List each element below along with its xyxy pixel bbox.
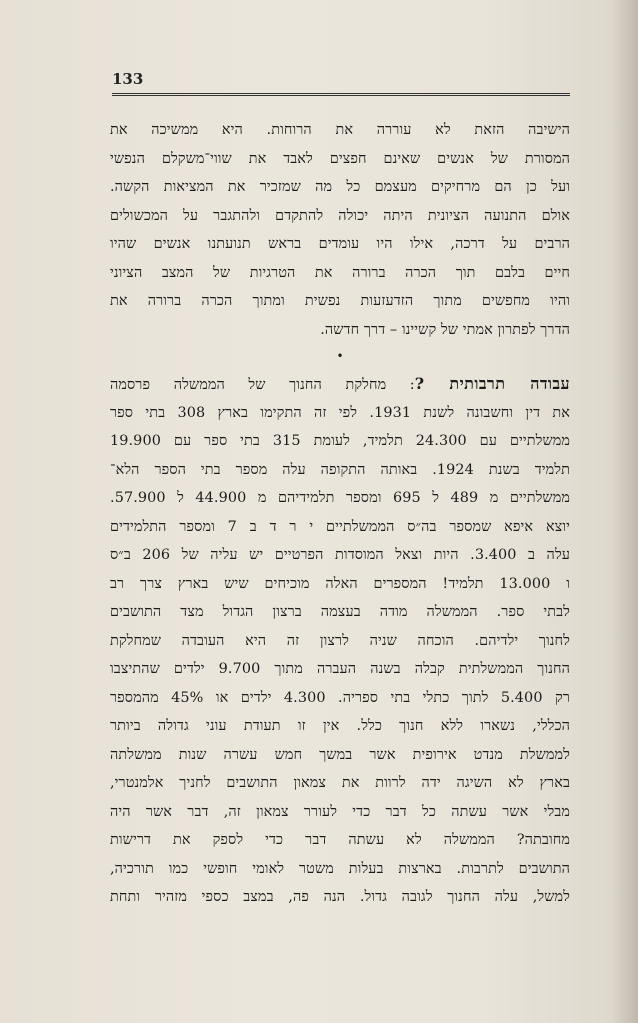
text-line: עלה ב 3.400. היות וצאל המוסדות הפרטיים יש עליה של 206 ב״ס [110,547,570,563]
section-separator: • [336,349,344,363]
text-line: תלמיד בשנת 1924. באותה התקופה עלה מספר בתי הספר הלא־ [110,461,570,478]
section-heading: עבודה תרבותית ? [414,374,570,393]
text-line: לחנוך ילדיהם. הוכחה שניה לרצון זה היא העובדה שמחלקת [110,632,570,649]
text-line: התושבים לתרבות. בארצות בעלות משטר לאומי חופשי כמו תורכיה, [110,860,570,877]
text-line: הדרך לפתרון אמתי של קשיינו – דרך חדשה. [320,321,570,338]
section-first-line-text: : מחלקת החנוך של הממשלה פרסמה [110,377,415,393]
paragraph-two [110,370,570,912]
text-line: החנוך הממשלתית קבלה בשנה העברה מתוך 9.700 ילדים שהתיצבו [110,661,570,677]
text-line: בארץ לא השיגה ידה לרוות את צמאון התושבים לחניך אלמנטרי, [110,775,570,791]
text-line: ממשלתיים מ 489 ל 695 ומספר תלמידיהם מ 44.900 ל 57.900. [110,490,570,506]
body-text [110,116,570,912]
text-line: ממשלתיים עם 24.300 תלמיד, לעומת 315 בתי ספר עם 19.900 [110,433,570,449]
text-line: חיים בלבם תוך הכרה ברורה את הטרגיות של המצב הציוני [110,264,570,281]
text-line: לממשלת מנדט אירופית אשר במשך חמש עשרה שנות ממשלתה [110,746,570,763]
header-rule [112,93,570,96]
text-line: המסורת של אנשים שאינם חפצים לאבד את שווי־משקלם הנפשי [110,150,570,167]
section-first-line [110,370,570,399]
text-line: את דין וחשבונה לשנת 1931. לפי זה התקימו בארץ 308 בתי ספר [110,404,570,421]
text-line: מחובתה? הממשלה לא עשתה דבר כדי לספק את דרישות [110,832,570,848]
text-line: לבתי ספר. הממשלה מודה בעצמה ברצון הגדול מצד התושבים [110,604,570,620]
text-line: והיו מחפשים מתוך הזדעזעות נפשית ומתוך הכרה ברורה את [110,293,570,309]
page-edge-shadow [610,0,638,1023]
text-line: אולם התנועה הציונית היתה יכולה להתקדם ולהתגבר על המכשולים [110,207,570,224]
text-line: הכללי, נשארו ללא חנוך כלל. אין זו תעודת עוני גדולה ביותר [110,718,570,734]
page-number: 133 [112,70,144,88]
text-line: רק 5.400 לתוך כתלי בתי ספריה. 4.300 ילדים או 45% מהמספר [110,689,570,706]
text-line: הישיבה הזאת לא עוררה את הרוחות. היא ממשיכה את [110,122,570,138]
text-line: יוצא איפא שמספר בה״ס הממשלתיים י ר ד ב 7 ומספר התלמידים [110,518,570,535]
text-line: הרבים על דרכה, אילו היו עומדים בראש תנועתנו אנשים שהיו [110,236,570,252]
paragraph-one [110,116,570,344]
text-line: ו 13.000 תלמיד! המספרים האלה מוכיחים שיש בארץ צרך רב [110,575,570,592]
page-header [112,70,570,100]
text-line: מבלי אשר עשתה כל דבר כדי לעורר צמאון זה, דבר אשר היה [110,803,570,820]
text-line: למשל, עלה החנוך לגובה גדול. הנה פה, במצב כספי מזהיר ותחת [110,889,570,905]
text-line: ועל כן הם מרחיקים מעצמם כל מה שמזכיר את המציאות הקשה. [110,179,570,195]
